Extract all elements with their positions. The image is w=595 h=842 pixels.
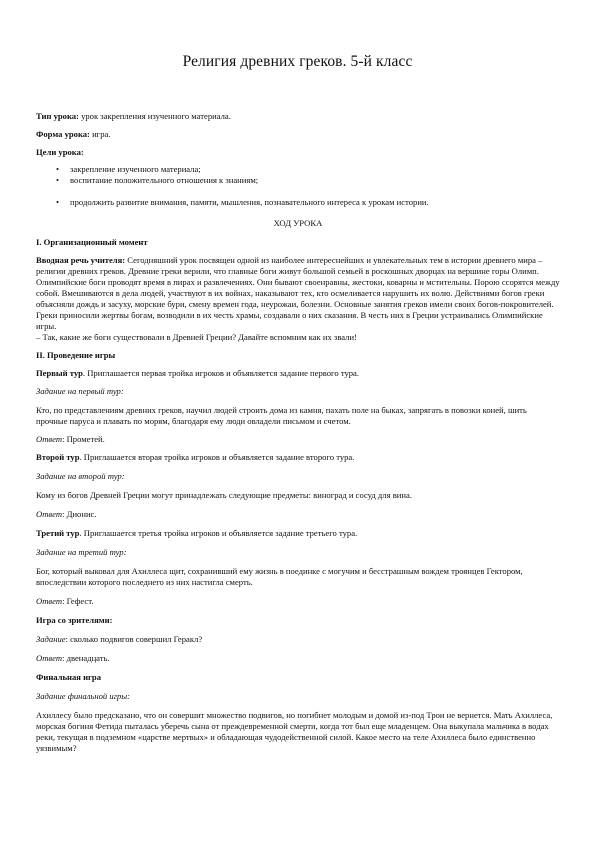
round-question: Кто, по представлениям древних греков, научил людей строить дома из камня, пахать поле на быках, запрягать в повозки коней, шить прочные паруса и плавать по морям, благодаря ему люди овладели письмом и счетом. (36, 405, 527, 426)
answer-label: Ответ (36, 509, 63, 519)
final-question: Ахиллесу было предсказано, что он совершит множество подвигов, но погибнет молодым и домой из-под Трои не вернется. Мать Ахиллеса, морская богиня Фетида пыталась уберечь сына от преждевременной смерти, когда тот был еще младенцем. Она выкупала мальчика в водах реки, текущая в подземном «царстве мертвых» и обладающая чудодейственной силой. Какое место на теле Ахиллеса было единственно уязвимым? (36, 710, 553, 753)
round-label: Третий тур (36, 528, 80, 538)
audience-answer: Ответ: двенадцать. (36, 653, 110, 663)
round-answer: Ответ: Гефест. (36, 596, 94, 606)
round-answer: Ответ: Прометей. (36, 434, 105, 444)
answer-label: Ответ (36, 596, 63, 606)
lesson-type-label: Тип урока: (36, 111, 79, 121)
round-task-label: Задание на третий тур: (36, 547, 127, 557)
teacher-intro-text: Сегодняшний урок посвящен одной из наиболее интереснейших и увлекательных тем в истории древнего мира – религии древних греков. Древние греки верили, что главные боги живут большой семьей в роскошных дворцах на вершине горы Олимп. Олимпийские боги проводят время в пирах и развлечениях. Они бывают своенравны, жестоки, коварны и мстительны. Порою ссорятся между собой. Вмешиваются в дела людей, участвуют в их войнах, наказывают тех, кто осмеливается нарушить их волю. Действиями богов греки объясняли дождь и засуху, морские бури, смену времен года, неурожаи, болезни. Основные занятия греков имели своих богов-покровителей. Греки приносили жертвы богам, возводили в их честь храмы, создавали о них сказания. В честь них в Греции устраивались Олимпийские игры. (36, 255, 560, 331)
list-item: • закрепление изученного материала; (36, 164, 560, 175)
document-body (36, 111, 560, 754)
round-task-label: Задание на первый тур: (36, 386, 124, 396)
lesson-form-label: Форма урока: (36, 129, 90, 139)
section-heading: II. Проведение игры (36, 350, 116, 360)
round-label: Первый тур (36, 368, 83, 378)
round-intro: Третий тур. Приглашается третья тройка игроков и объявляется задание третьего тура. (36, 528, 358, 538)
lesson-form (36, 129, 560, 140)
final-task-label: Задание финальной игры: (36, 691, 130, 701)
lesson-progress-heading: ХОД УРОКА (273, 218, 323, 228)
teacher-intro-label: Вводная речь учителя: (36, 255, 126, 265)
teacher-question: – Так, какие же боги существовали в Древней Греции? Давайте вспомним как их звали! (36, 332, 357, 342)
round-answer: Ответ: Дионис. (36, 509, 97, 519)
section-heading: I. Организационный момент (36, 237, 148, 247)
section-heading: Игра со зрителями: (36, 615, 113, 625)
answer-label: Ответ (36, 434, 63, 444)
list-item: • воспитание положительного отношения к знаниям; (36, 175, 560, 186)
page-title: Религия древних греков. 5-й класс (182, 53, 413, 70)
lesson-type-text: урок закрепления изученного материала. (78, 111, 231, 121)
round-label: Второй тур (36, 452, 80, 462)
lesson-type (36, 111, 560, 122)
round-question: Бог, который выковал для Ахиллеса щит, сохранивший ему жизнь в поединке с могучим и бесстрашным вождем троянцев Гектором, впоследствии которого последнего из них настигла смерть. (36, 566, 523, 587)
answer-label: Ответ (36, 653, 63, 663)
list-item: • продолжить развитие внимания, памяти, мышления, познавательного интереса к урокам истории. (36, 197, 560, 208)
audience-task: Задание: сколько подвигов совершил Геракл? (36, 634, 203, 644)
goals-list (36, 164, 560, 208)
section-heading: Финальная игра (36, 672, 101, 682)
goals-heading: Цели урока: (36, 147, 84, 157)
round-task-label: Задание на второй тур: (36, 471, 125, 481)
teacher-intro (36, 255, 560, 332)
round-question: Кому из богов Древней Греции могут принадлежать следующие предметы: виноград и сосуд для вина. (36, 490, 412, 500)
lesson-form-text: игра. (89, 129, 111, 139)
round-intro: Второй тур. Приглашается вторая тройка игроков и объявляется задание второго тура. (36, 452, 355, 462)
round-intro: Первый тур. Приглашается первая тройка игроков и объявляется задание первого тура. (36, 368, 360, 378)
